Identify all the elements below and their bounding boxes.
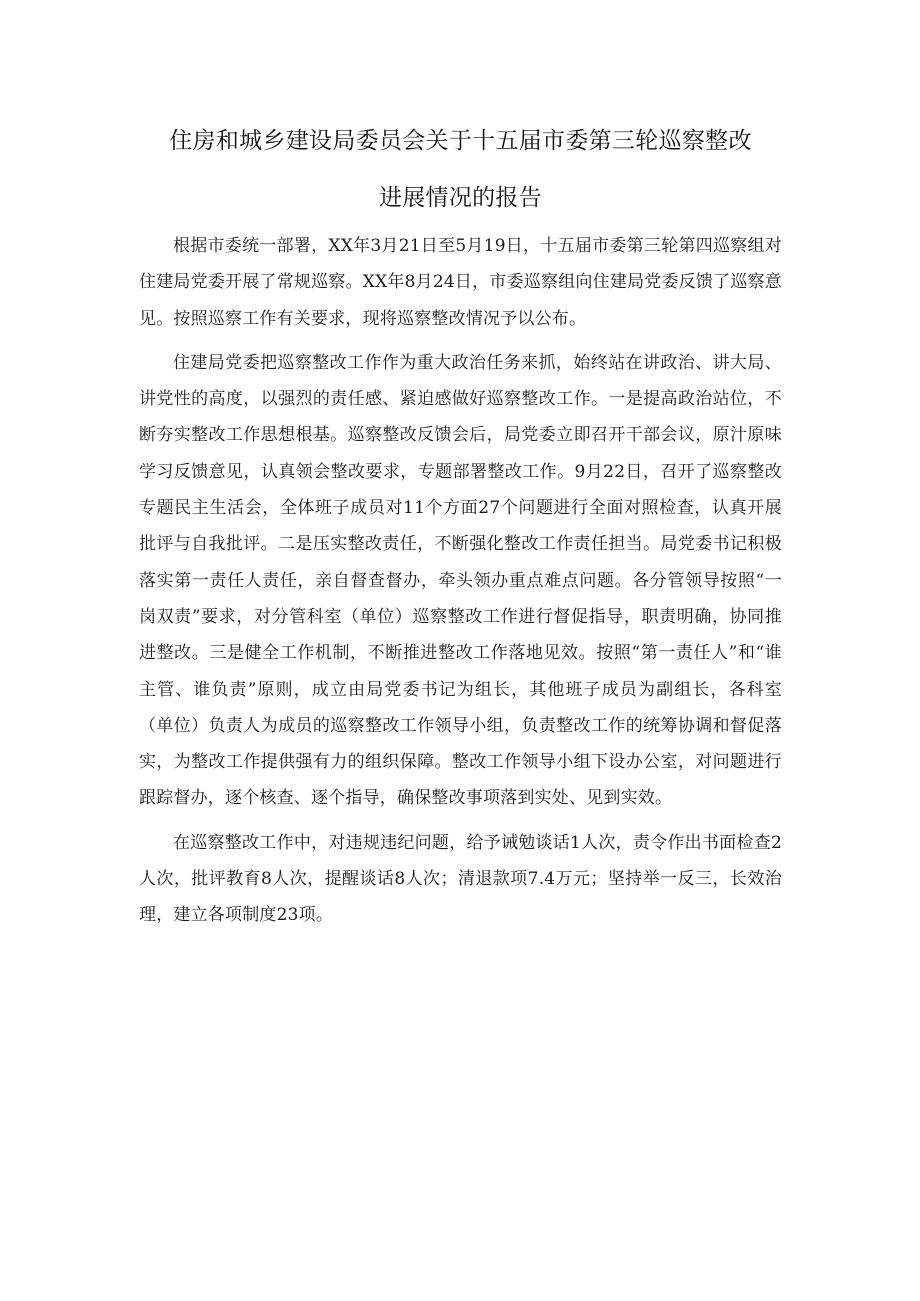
document-title-line-2: 进展情况的报告	[378, 185, 543, 211]
document-title	[139, 126, 782, 214]
paragraph-results: 在巡察整改工作中，对违规违纪问题，给予诫勉谈话1人次，责令作出书面检查2人次，批评教育8人次，提醒谈话8人次；清退款项7.4万元；坚持举一反三，长效治理，建立各项制度23项。	[139, 832, 782, 926]
paragraph-measures: 住建局党委把巡察整改工作作为重大政治任务来抓，始终站在讲政治、讲大局、讲党性的高度，以强烈的责任感、紧迫感做好巡察整改工作。一是提高政治站位，不断夯实整改工作思想根基。巡察整改反馈会后，局党委立即召开干部会议，原汁原味学习反馈意见，认真领会整改要求，专题部署整改工作。9月22日，召开了巡察整改专题民主生活会，全体班子成员对11个方面27个问题进行全面对照检查，认真开展批评与自我批评。二是压实整改责任，不断强化整改工作责任担当。局党委书记积极落实第一责任人责任，亲自督查督办，牵头领办重点难点问题。各分管领导按照“一岗双责”要求，对分管科室（单位）巡察整改工作进行督促指导，职责明确，协同推进整改。三是健全工作机制，不断推进整改工作落地见效。按照“第一责任人”和“谁主管、谁负责”原则，成立由局党委书记为组长，其他班子成员为副组长，各科室（单位）负责人为成员的巡察整改工作领导小组，负责整改工作的统筹协调和督促落实，为整改工作提供强有力的组织保障。整改工作领导小组下设办公室，对问题进行跟踪督办，逐个核查、逐个指导，确保整改事项落到实处、见到实效。	[139, 352, 782, 809]
document-title-line-1: 住房和城乡建设局委员会关于十五届市委第三轮巡察整改	[169, 128, 752, 154]
document-body	[139, 228, 782, 934]
paragraph-intro: 根据市委统一部署，XX年3月21日至5月19日，十五届市委第三轮第四巡察组对住建局党委开展了常规巡察。XX年8月24日，市委巡察组向住建局党委反馈了巡察意见。按照巡察工作有关要求，现将巡察整改情况予以公布。	[139, 236, 782, 329]
document-page	[139, 126, 782, 934]
